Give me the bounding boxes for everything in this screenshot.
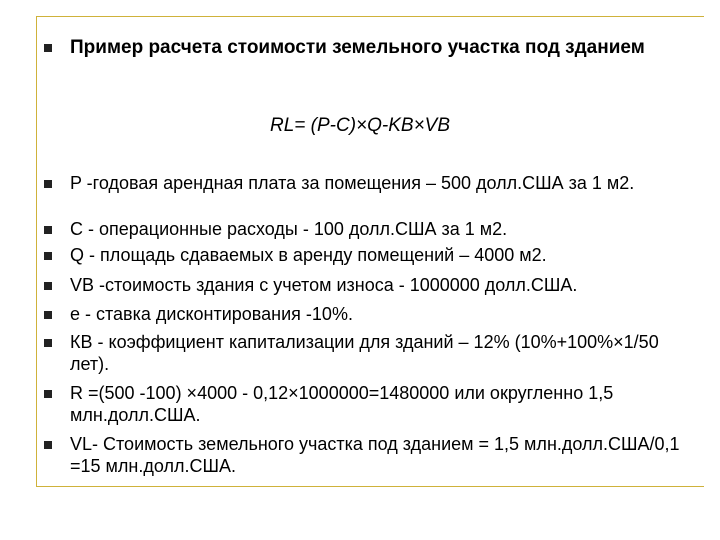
top-accent-line [36,16,704,17]
bullet-icon [44,44,52,52]
list-item: C - операционные расходы - 100 долл.США за 1 м2. [70,219,508,239]
list-item: КВ - коэффициент капитализации для зданий – 12% (10%+100%×1/50 лет). [70,332,659,374]
bullet-icon [44,441,52,449]
list-item: Q - площадь сдаваемых в аренду помещений – 4000 м2. [70,245,547,265]
formula: RL= (P-C)×Q-KB×VB [269,115,451,136]
list-item: VL- Стоимость земельного участка под зданием = 1,5 млн.долл.США/0,1 =15 млн.долл.США. [70,434,680,476]
left-accent-line [36,16,37,486]
bullet-icon [44,252,52,260]
bullet-icon [44,311,52,319]
list-item: R =(500 -100) ×4000 - 0,12×1000000=1480000 или округленно 1,5 млн.долл.США. [70,383,614,425]
slide-title: Пример расчета стоимости земельного участка под зданием [70,37,645,58]
list-item: e - ставка дисконтирования -10%. [70,304,353,324]
bullet-icon [44,282,52,290]
bullet-icon [44,339,52,347]
bullet-icon [44,390,52,398]
bottom-accent-line [36,486,704,487]
bullet-icon [44,180,52,188]
list-item: P -годовая арендная плата за помещения – 500 долл.США за 1 м2. [70,173,635,193]
bullet-icon [44,226,52,234]
list-item: VB -стоимость здания с учетом износа - 1000000 долл.США. [70,275,578,295]
